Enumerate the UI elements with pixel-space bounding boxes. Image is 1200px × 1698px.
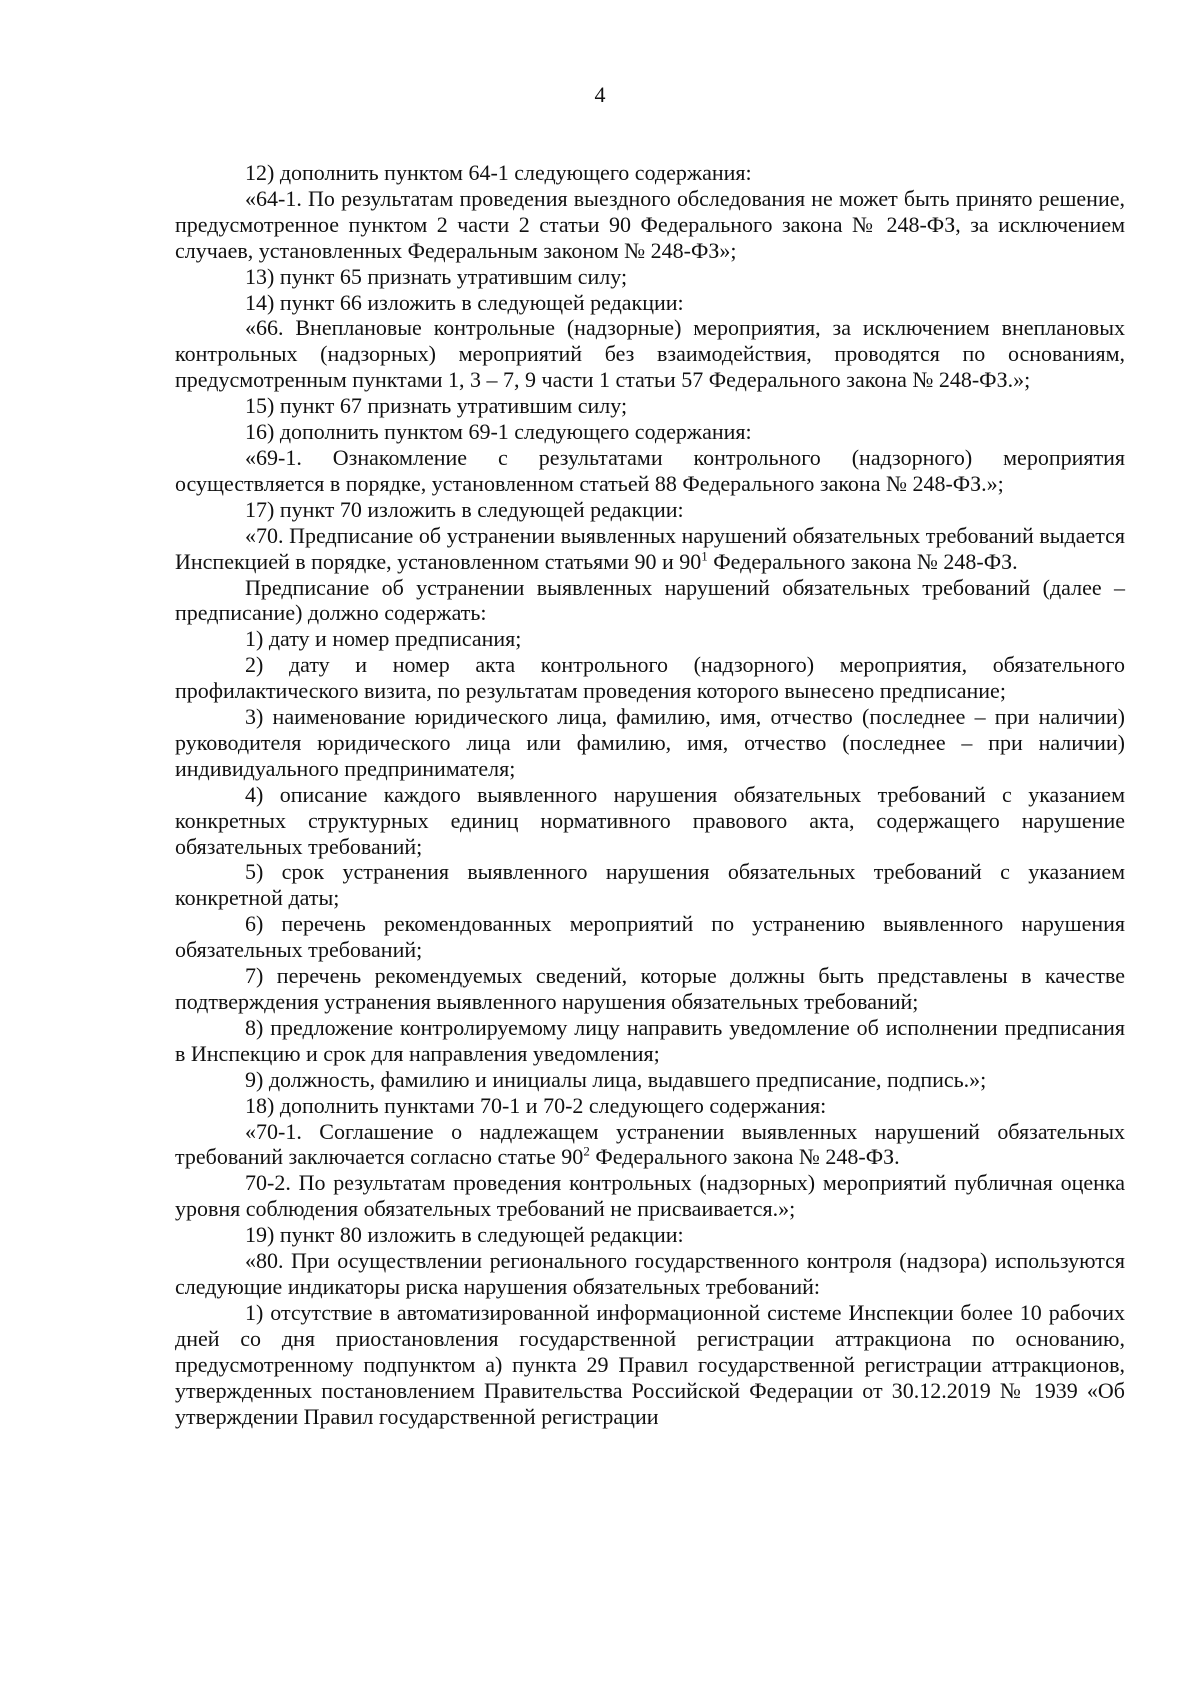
paragraph-text: Федерального закона № 248-ФЗ. [589,1144,900,1170]
paragraph: «69-1. Ознакомление с результатами контрольного (надзорного) мероприятия осуществляется в порядке, установленном статьей 88 Федерального закона № 248-ФЗ.»; [175,444,1125,496]
paragraph: 5) срок устранения выявленного нарушения обязательных требований с указанием конкретной даты; [175,859,1125,911]
superscript: 1 [701,548,708,564]
paragraph: «80. При осуществлении регионального государственного контроля (надзора) используются следующие индикаторы риска нарушения обязательных требований: [175,1248,1125,1299]
paragraph: 15) пункт 67 признать утратившим силу; [245,393,628,419]
paragraph-text: «70-1. Соглашение о надлежащем устранении выявленных нарушений обязательных требований заключается согласно статье 90 [175,1118,1125,1170]
paragraph: 18) дополнить пунктами 70-1 и 70-2 следующего содержания: [245,1092,827,1118]
paragraph: 2) дату и номер акта контрольного (надзорного) мероприятия, обязательного профилактического визита, по результатам проведения которого вынесено предписание; [175,652,1125,704]
paragraph: Предписание об устранении выявленных нарушений обязательных требований (далее – предписание) должно содержать: [175,574,1125,626]
paragraph: 19) пункт 80 изложить в следующей редакции: [245,1222,684,1248]
paragraph: 16) дополнить пунктом 69-1 следующего содержания: [245,419,752,445]
paragraph: 6) перечень рекомендованных мероприятий по устранению выявленного нарушения обязательных требований; [175,911,1125,963]
paragraph: 9) должность, фамилию и инициалы лица, выдавшего предписание, подпись.»; [245,1066,987,1092]
paragraph: «64-1. По результатам проведения выездного обследования не может быть принято решение, предусмотренное пунктом 2 части 2 статьи 90 Федерального закона № 248-ФЗ, за исключением случаев, установленных Федеральным законом № 248-ФЗ»; [175,185,1125,263]
paragraph: 7) перечень рекомендуемых сведений, которые должны быть представлены в качестве подтверждения устранения выявленного нарушения обязательных требований; [175,963,1125,1014]
paragraph: 4) описание каждого выявленного нарушения обязательных требований с указанием конкретных структурных единиц нормативного правового акта, содержащего нарушение обязательных требований; [175,781,1125,859]
paragraph: 12) дополнить пунктом 64-1 следующего содержания: [245,160,752,185]
paragraph: 14) пункт 66 изложить в следующей редакции: [245,289,684,315]
page-number: 4 [594,82,606,107]
paragraph: 1) дату и номер предписания; [245,626,522,652]
paragraph: 13) пункт 65 признать утратившим силу; [245,263,628,289]
paragraph: «66. Внеплановые контрольные (надзорные) мероприятия, за исключением внеплановых контрольных (надзорных) мероприятий без взаимодействия, проводятся по основаниям, предусмотренным пунктами 1, 3 – 7, 9 части 1 статьи 57 Федерального закона № 248-ФЗ.»; [175,315,1125,393]
paragraph-item-70 [175,523,1125,575]
superscript: 2 [583,1144,590,1160]
document-body [175,160,1125,1429]
paragraph-item-70-1 [175,1119,1125,1171]
paragraph-text: «70. Предписание об устранении выявленных нарушений обязательных требований выдается Инспекцией в порядке, установленном статьями 90 и 90 [175,522,1125,574]
paragraph: 70-2. По результатам проведения контрольных (надзорных) мероприятий публичная оценка уровня соблюдения обязательных требований не присваивается.»; [175,1170,1125,1222]
paragraph: 3) наименование юридического лица, фамилию, имя, отчество (последнее – при наличии) руководителя юридического лица или фамилию, имя, отчество (последнее – при наличии) индивидуального предпринимателя; [175,704,1125,781]
paragraph: 8) предложение контролируемому лицу направить уведомление об исполнении предписания в Инспекцию и срок для направления уведомления; [175,1014,1125,1066]
paragraph-text: Федерального закона № 248-ФЗ. [707,548,1018,574]
paragraph: 17) пункт 70 изложить в следующей редакции: [245,496,684,522]
paragraph: 1) отсутствие в автоматизированной информационной системе Инспекции более 10 рабочих дней со дня приостановления государственной регистрации аттракциона по основанию, предусмотренному подпунктом а) пункта 29 Правил государственной регистрации аттракционов, утвержденных постановлением Правительства Российской Федерации от 30.12.2019 № 1939 «Об утверждении Правил государственной регистрации [175,1299,1125,1429]
